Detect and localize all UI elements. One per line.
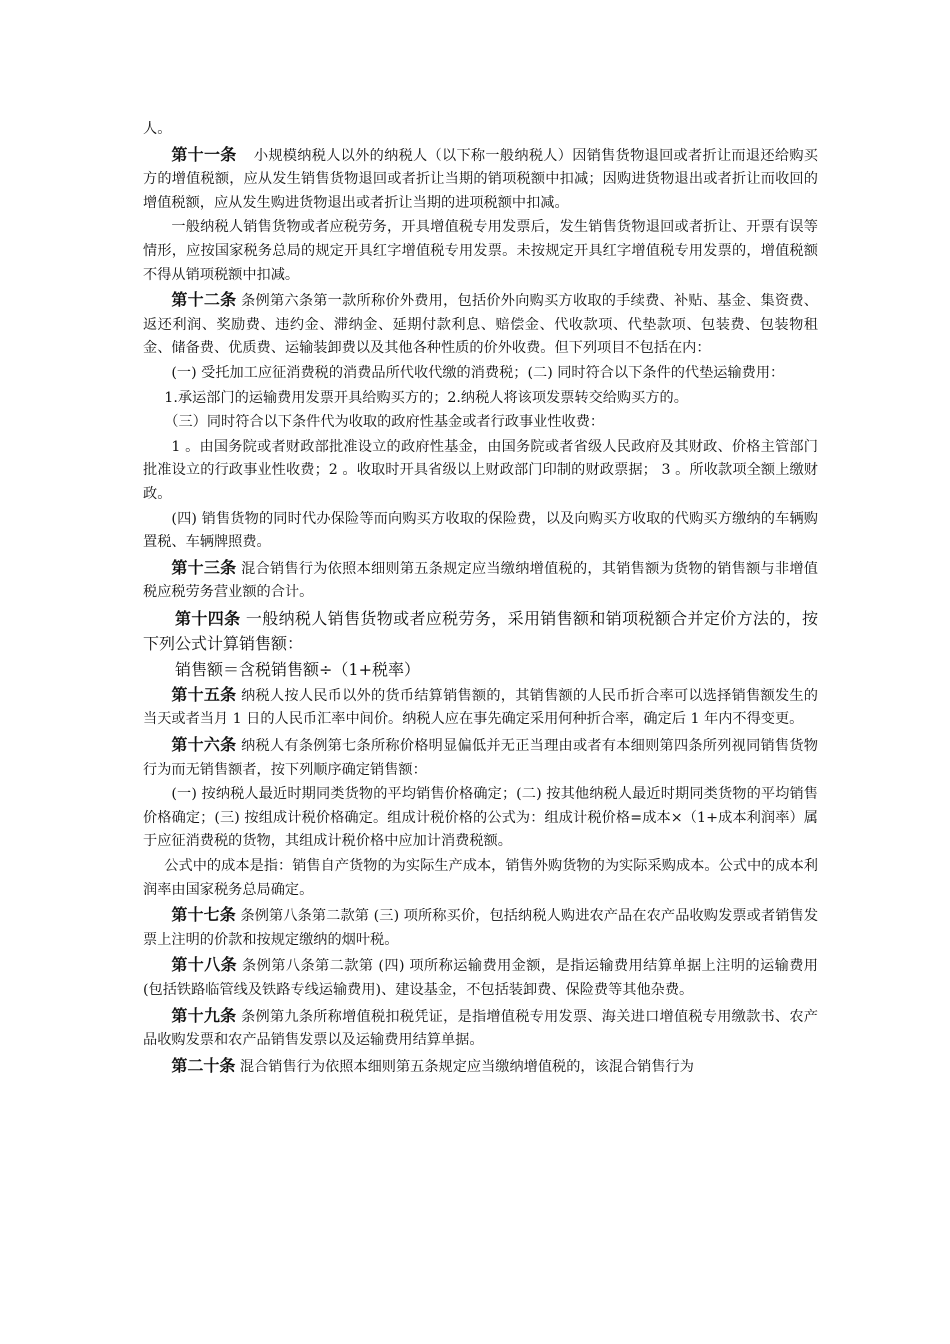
article-17 xyxy=(143,903,818,952)
paragraph-12-5 xyxy=(143,508,818,555)
formula-sales xyxy=(143,657,818,682)
paragraph-16-1 xyxy=(143,783,818,854)
article-13 xyxy=(143,556,818,605)
paragraph-11-2 xyxy=(143,216,818,287)
article-11 xyxy=(143,143,818,216)
article-heading: 第十九条 xyxy=(171,1005,237,1025)
paragraph-continuation xyxy=(143,118,818,142)
article-heading: 第十二条 xyxy=(171,290,237,310)
paragraph-text: 一般纳税人销售货物或者应税劳务，采用销售额和销项税额合并定价方法的，按下列公式计算销售额： xyxy=(143,608,818,653)
document-page xyxy=(143,118,818,1079)
paragraph-text: 条例第六条第一款所称价外费用，包括价外向购买方收取的手续费、补贴、基金、集资费、返还利润、奖励费、违约金、滞纳金、延期付款利息、赔偿金、代收款项、代垫款项、包装费、包装物租金、储备费、优质费、运输装卸费以及其他各种性质的价外收费。但下列项目不包括在内： xyxy=(143,293,818,357)
article-20 xyxy=(143,1054,818,1080)
paragraph-text: 条例第九条所称增值税扣税凭证，是指增值税专用发票、海关进口增值税专用缴款书、农产品收购发票和农产品销售发票以及运输费用结算单据。 xyxy=(143,1008,818,1049)
article-14 xyxy=(143,606,818,656)
article-heading: 第十六条 xyxy=(171,735,237,755)
paragraph-text: （三）同时符合以下条件代为收取的政府性基金或者行政事业性收费： xyxy=(164,414,605,431)
article-19 xyxy=(143,1004,818,1053)
article-heading: 第十四条 xyxy=(175,608,241,628)
paragraph-16-2 xyxy=(143,855,818,902)
article-heading: 第十五条 xyxy=(171,684,237,704)
article-heading: 第十八条 xyxy=(171,955,238,975)
paragraph-text: (一) 受托加工应征消费税的消费品所代收代缴的消费税；(二) 同时符合以下条件的代垫运输费用： xyxy=(171,364,785,381)
paragraph-text: 人。 xyxy=(143,121,172,137)
paragraph-text: (四) 销售货物的同时代办保险等而向购买方收取的保险费，以及向购买方收取的代购买方缴纳的车辆购置税、车辆牌照费。 xyxy=(143,510,818,551)
paragraph-text: 混合销售行为依照本细则第五条规定应当缴纳增值税的，其销售额为货物的销售额与非增值税应税劳务营业额的合计。 xyxy=(143,560,818,601)
article-heading: 第十一条 xyxy=(171,144,237,164)
article-heading: 第二十条 xyxy=(171,1055,236,1075)
paragraph-text: 一般纳税人销售货物或者应税劳务，开具增值税专用发票后，发生销售货物退回或者折让、开票有误等情形，应按国家税务总局的规定开具红字增值税专用发票。未按规定开具红字增值税专用发票的，增值税额不得从销项税额中扣减。 xyxy=(143,219,818,283)
paragraph-12-3 xyxy=(143,411,818,435)
paragraph-text: (一) 按纳税人最近时期同类货物的平均销售价格确定；(二) 按其他纳税人最近时期同类货物的平均销售价格确定；(三) 按组成计税价格确定。组成计税价格的公式为：组成计税价格=成本×（1+成本利润率）属于应征消费税的货物，其组成计税价格中应加计消费税额。 xyxy=(143,786,818,850)
paragraph-12-2 xyxy=(143,387,818,411)
article-12 xyxy=(143,288,818,361)
article-heading: 第十三条 xyxy=(171,557,237,577)
paragraph-text: 条例第八条第二款第 (三) 项所称买价，包括纳税人购进农产品在农产品收购发票或者销售发票上注明的价款和按规定缴纳的烟叶税。 xyxy=(143,908,819,948)
paragraph-text: 纳税人按人民币以外的货币结算销售额的，其销售额的人民币折合率可以选择销售额发生的当天或者当月 1 日的人民币汇率中间价。纳税人应在事先确定采用何种折合率，确定后 1 年内不得变更。 xyxy=(143,687,818,728)
paragraph-text: 1 。由国务院或者财政部批准设立的政府性基金，由国务院或者省级人民政府及其财政、价格主管部门批准设立的行政事业性收费；2 。收取时开具省级以上财政部门印制的财政票据； 3 。所收款项全额上缴财政。 xyxy=(143,438,818,502)
article-16 xyxy=(143,733,818,782)
article-18 xyxy=(143,953,818,1002)
paragraph-text: 1.承运部门的运输费用发票开具给购买方的；2.纳税人将该项发票转交给购买方的。 xyxy=(164,389,688,406)
article-heading: 第十七条 xyxy=(171,905,236,925)
paragraph-text: 小规模纳税人以外的纳税人（以下称一般纳税人）因销售货物退回或者折让而退还给购买方的增值税额，应从发生销售货物退回或者折让当期的销项税额中扣减；因购进货物退出或者折让而收回的增值税额，应从发生购进货物退出或者折让当期的进项税额中扣减。 xyxy=(143,147,818,211)
paragraph-12-1 xyxy=(143,362,818,386)
paragraph-12-4 xyxy=(143,436,818,507)
paragraph-text: 条例第八条第二款第 (四) 项所称运输费用金额，是指运输费用结算单据上注明的运输费用 (包括铁路临管线及铁路专线运输费用)、建设基金，不包括装卸费、保险费等其他杂费。 xyxy=(143,958,818,998)
paragraph-text: 混合销售行为依照本细则第五条规定应当缴纳增值税的，该混合销售行为 xyxy=(239,1058,694,1075)
article-15 xyxy=(143,683,818,732)
paragraph-text: 销售额＝含税销售额÷（1+税率） xyxy=(175,659,420,679)
paragraph-text: 公式中的成本是指：销售自产货物的为实际生产成本，销售外购货物的为实际采购成本。公式中的成本利润率由国家税务总局确定。 xyxy=(143,858,818,898)
paragraph-text: 纳税人有条例第七条所称价格明显偏低并无正当理由或者有本细则第四条所列视同销售货物行为而无销售额者，按下列顺序确定销售额： xyxy=(143,738,818,778)
